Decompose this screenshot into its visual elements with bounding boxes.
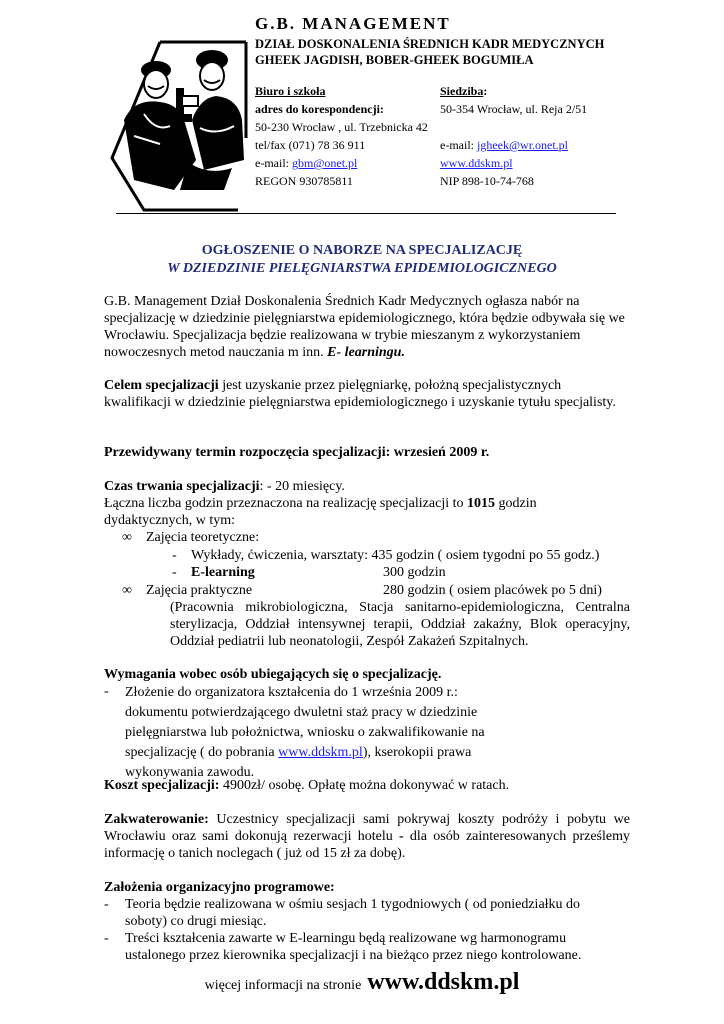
header-divider (116, 213, 616, 214)
org-item-1: Teoria będzie realizowana w ośmiu sesjach 1 tygodniowych ( od poniedziałku do soboty) co drugi miesiąc. (125, 897, 581, 929)
address-right (440, 82, 640, 190)
company-name: G.B. MANAGEMENT (255, 14, 451, 33)
cost-text: 4900zł/ osobę. Opłatę można dokonywać w ratach. (219, 778, 510, 793)
practice-hours: 280 godzin ( osiem placówek po 5 dni) (383, 583, 602, 598)
intro-text: G.B. Management Dział Doskonalenia Średnich Kadr Medycznych ogłasza nabór na specjalizację w dziedzinie pielęgniarstwa epidemiologicznego, która będzie odbywała się we Wrocławiu. Specjalizacja będzie realizowana w trybie mieszanym z wykorzystaniem nowoczesnych metod nauczania m inn. (104, 294, 625, 360)
elearning-hours: 300 godzin (383, 565, 446, 580)
elearning-emphasis: E- learningu. (327, 345, 405, 360)
regon: REGON 930785811 (255, 174, 353, 188)
infinity-bullet: ∞ (122, 530, 132, 545)
duration-label: Czas trwania specjalizacji (104, 479, 260, 494)
practice-places: (Pracownia mikrobiologiczna, Stacja sanitarno-epidemiologiczna, Centralna sterylizacja, Oddział intensywnej terapii, Oddział zakaźny, Blok operacyjny, Oddział pediatrii lub neonatologii, Zespół Zakażeń Szpitalnych. (170, 600, 630, 649)
seat-email-row (440, 136, 640, 154)
dash-bullet: - (104, 931, 109, 946)
office-heading: Biuro i szkoła (255, 84, 326, 98)
dash-bullet: - (104, 684, 109, 699)
cost-label: Koszt specjalizacji: (104, 778, 220, 793)
office-street: 50-230 Wrocław , ul. Trzebnicka 42 (255, 120, 428, 134)
dash-bullet: - (104, 897, 109, 912)
requirements-text (125, 683, 515, 783)
seat-heading-colon: : (483, 84, 488, 98)
lodging-paragraph (104, 811, 630, 862)
address-left (255, 82, 445, 190)
requirements-text-post: ), kserokopii prawa wykonywania zawodu. (125, 745, 472, 780)
infinity-bullet: ∞ (122, 583, 132, 598)
announcement-title: OGŁOSZENIE O NABORZE NA SPECJALIZACJĘ (201, 243, 523, 258)
lectures-line: Wykłady, ćwiczenia, warsztaty: 435 godzin ( osiem tygodni po 55 godz.) (191, 548, 600, 563)
lodging-dash: - (399, 829, 404, 844)
office-email-row (255, 154, 445, 172)
seat-heading: Siedziba (440, 84, 484, 98)
lodging-text: Uczestnicy specjalizacji sami pokrywaj koszty podróży i pobytu we Wrocławiu oraz sami dokonują rezerwacji hotelu (104, 812, 630, 844)
goal-paragraph (104, 377, 630, 411)
download-link[interactable]: www.ddskm.pl (278, 745, 363, 760)
requirements-title: Wymagania wobec osób ubiegających się o specjalizację. (104, 667, 442, 682)
nip: NIP 898-10-74-768 (440, 174, 534, 188)
goal-text: jest uzyskanie przez pielęgniarkę, położną specjalistycznych kwalifikacji w dziedzinie pielęgniarstwa epidemiologicznego i uzyskanie tytułu specjalisty. (104, 378, 616, 410)
intro-paragraph (104, 293, 630, 361)
duration-value: : - 20 miesięcy. (259, 479, 345, 494)
elearning-label: E-learning (191, 565, 255, 580)
org-item-2: Treści kształcenia zawarte w E-learningu będą realizowane wg harmonogramu ustalonego przez kierownika specjalizacji i na bieżąco przez niego kontrolowane. (125, 931, 582, 963)
office-email-link[interactable]: gbm@onet.pl (291, 156, 358, 170)
start-date: Przewidywany termin rozpoczęcia specjalizacji: wrzesień 2009 r. (104, 445, 490, 460)
seat-email-link[interactable]: jgheek@wr.onet.pl (476, 138, 569, 152)
website-link[interactable]: www.ddskm.pl (440, 156, 513, 170)
footer-text: więcej informacji na stronie (204, 978, 362, 993)
hours-pre: Łączna liczba godzin przeznaczona na realizację specjalizacji to (104, 496, 467, 511)
lodging-text2: dla osób zainteresowanych prześlemy informację o tanich noclegach ( już od 15 zł za dobę). (104, 829, 631, 861)
hours-line2: dydaktycznych, w tym: (104, 513, 236, 528)
theory-label: Zajęcia teoretyczne: (146, 530, 260, 545)
office-phone: tel/fax (071) 78 36 911 (255, 138, 366, 152)
hours-post: godzin (495, 496, 537, 511)
hours-total: 1015 (467, 496, 495, 511)
footer (0, 969, 724, 996)
seat-street: 50-354 Wrocław, ul. Reja 2/51 (440, 102, 588, 116)
lodging-label: Zakwaterowanie: (104, 812, 209, 827)
org-title: Założenia organizacyjno programowe: (104, 880, 335, 895)
owners-names: GHEEK JAGDISH, BOBER-GHEEK BOGUMIŁA (255, 53, 534, 67)
company-logo (104, 40, 254, 212)
cost-line (104, 777, 630, 794)
email-label: e-mail: (255, 156, 292, 170)
email-label: e-mail: (440, 138, 477, 152)
correspondence-label: adres do korespondencji: (255, 102, 384, 116)
footer-url[interactable]: www.ddskm.pl (367, 969, 520, 995)
dash-bullet: - (172, 548, 177, 563)
announcement-subtitle: W DZIEDZINIE PIELĘGNIARSTWA EPIDEMIOLOGICZNEGO (167, 261, 557, 276)
duration-line (104, 478, 630, 495)
requirements-text-pre: Złożenie do organizatora kształcenia do 1 września 2009 r.: dokumentu potwierdzającego dwuletni staż pracy w dziedzinie pielęgniarstwa lub położnictwa, wniosku o zakwalifikowanie na specjalizację ( do pobrania (125, 685, 485, 760)
dash-bullet: - (172, 565, 177, 580)
goal-label: Celem specjalizacji (104, 378, 219, 393)
department-name: DZIAŁ DOSKONALENIA ŚREDNICH KADR MEDYCZNYCH (255, 37, 605, 51)
hours-line (104, 495, 630, 512)
practice-label: Zajęcia praktyczne (146, 583, 253, 598)
